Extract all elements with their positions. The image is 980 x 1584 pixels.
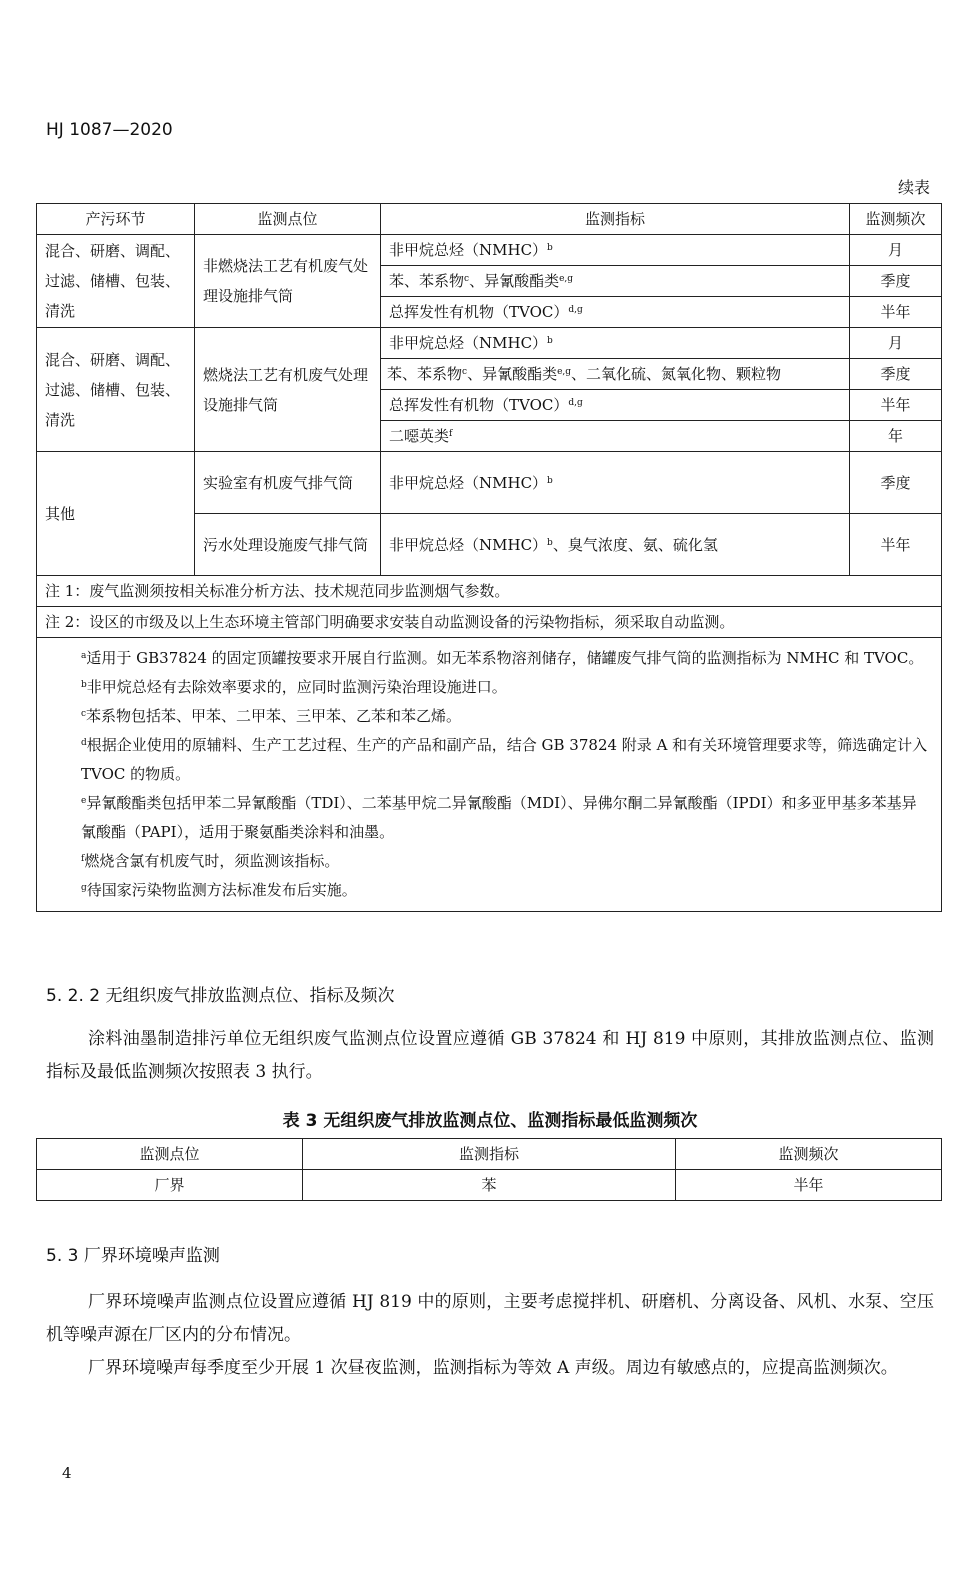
table-note-row <box>37 607 942 638</box>
frequency-cell: 季度 <box>850 359 942 390</box>
monitoring-point-cell: 燃烧法工艺有机废气处理设施排气筒 <box>195 328 381 452</box>
body-paragraph: 厂界环境噪声监测点位设置应遵循 HJ 819 中的原则，主要考虑搅拌机、研磨机、分离设备、风机、水泵、空压机等噪声源在厂区内的分布情况。 <box>46 1292 934 1345</box>
table-3 <box>36 1138 942 1201</box>
indicator-cell: 二噁英类$^f$ <box>381 421 850 452</box>
table-cell: 厂界 <box>37 1170 303 1201</box>
indicator-cell: 总挥发性有机物（TVOC）$^{d,g}$ <box>381 297 850 328</box>
footnote: $^a$适用于 GB37824 的固定顶罐按要求开展自行监测。如无苯系物溶剂储存，储罐废气排气筒的监测指标为 NMHC 和 TVOC。 <box>81 649 924 667</box>
column-header: 监测点位 <box>195 204 381 235</box>
frequency-cell: 月 <box>850 235 942 266</box>
footnotes-row <box>37 638 942 912</box>
monitoring-point-cell: 污水处理设施废气排气筒 <box>195 514 381 576</box>
table-row <box>37 452 942 514</box>
indicator-cell: 总挥发性有机物（TVOC）$^{d,g}$ <box>381 390 850 421</box>
body-paragraph: 厂界环境噪声每季度至少开展 1 次昼夜监测，监测指标为等效 A 声级。周边有敏感点的，应提高监测频次。 <box>88 1358 898 1378</box>
pollution-source-cell: 混合、研磨、调配、过滤、储槽、包装、清洗 <box>37 328 195 452</box>
continued-label: 续表 <box>897 178 930 197</box>
table-header-row <box>37 204 942 235</box>
column-header: 监测频次 <box>850 204 942 235</box>
footnote: $^d$根据企业使用的原辅料、生产工艺过程、生产的产品和副产品，结合 GB 37824 附录 A 和有关环境管理要求等，筛选确定计入 TVOC 的物质。 <box>81 736 928 783</box>
frequency-cell: 年 <box>850 421 942 452</box>
table-3-title: 表 3 无组织废气排放监测点位、监测指标最低监测频次 <box>282 1111 698 1131</box>
section-heading-5-3: 5. 3 厂界环境噪声监测 <box>46 1246 220 1266</box>
column-header: 产污环节 <box>37 204 195 235</box>
frequency-cell: 半年 <box>850 390 942 421</box>
footnotes-cell <box>37 638 942 912</box>
table-cell: 半年 <box>676 1170 942 1201</box>
table-row <box>37 235 942 266</box>
table-note: 注 2：设区的市级及以上生态环境主管部门明确要求安装自动监测设备的污染物指标，须采取自动监测。 <box>37 607 942 638</box>
column-header: 监测点位 <box>37 1139 303 1170</box>
table-note: 注 1：废气监测须按相关标准分析方法、技术规范同步监测烟气参数。 <box>37 576 942 607</box>
table-cell: 苯 <box>303 1170 676 1201</box>
indicator-cell: 苯、苯系物$^c$、异氰酸酯类$^{e,g}$ <box>381 266 850 297</box>
table-note-row <box>37 576 942 607</box>
monitoring-point-cell: 非燃烧法工艺有机废气处理设施排气筒 <box>195 235 381 328</box>
section-heading-5-2-2: 5. 2. 2 无组织废气排放监测点位、指标及频次 <box>46 986 395 1006</box>
column-header: 监测频次 <box>676 1139 942 1170</box>
footnote: $^g$待国家污染物监测方法标准发布后实施。 <box>81 881 357 899</box>
indicator-cell: 非甲烷总烃（NMHC）$^b$、臭气浓度、氨、硫化氢 <box>381 514 850 576</box>
frequency-cell: 半年 <box>850 297 942 328</box>
footnote: $^c$苯系物包括苯、甲苯、二甲苯、三甲苯、乙苯和苯乙烯。 <box>81 707 462 725</box>
column-header: 监测指标 <box>381 204 850 235</box>
frequency-cell: 月 <box>850 328 942 359</box>
indicator-cell: 非甲烷总烃（NMHC）$^b$ <box>381 452 850 514</box>
table-row <box>37 328 942 359</box>
footnote: $^e$异氰酸酯类包括甲苯二异氰酸酯（TDI）、二苯基甲烷二异氰酸酯（MDI）、异佛尔酮二异氰酸酯（IPDI）和多亚甲基多苯基异氰酸酯（PAPI），适用于聚氨酯类涂料和油墨。 <box>81 794 917 841</box>
monitoring-table-continued <box>36 203 942 912</box>
indicator-cell: 非甲烷总烃（NMHC）$^b$ <box>381 235 850 266</box>
column-header: 监测指标 <box>303 1139 676 1170</box>
page-number: 4 <box>62 1464 72 1482</box>
indicator-cell: 苯、苯系物$^c$、异氰酸酯类$^{e,g}$、二氧化硫、氮氧化物、颗粒物 <box>381 359 850 390</box>
monitoring-point-cell: 实验室有机废气排气筒 <box>195 452 381 514</box>
frequency-cell: 季度 <box>850 266 942 297</box>
footnote: $^b$非甲烷总烃有去除效率要求的，应同时监测污染治理设施进口。 <box>81 678 507 696</box>
indicator-cell: 非甲烷总烃（NMHC）$^b$ <box>381 328 850 359</box>
table-header-row <box>37 1139 942 1170</box>
footnote: $^f$燃烧含氯有机废气时，须监测该指标。 <box>81 852 340 870</box>
table-row <box>37 1170 942 1201</box>
body-paragraph: 涂料油墨制造排污单位无组织废气监测点位设置应遵循 GB 37824 和 HJ 819 中原则，其排放监测点位、监测指标及最低监测频次按照表 3 执行。 <box>46 1029 934 1082</box>
frequency-cell: 季度 <box>850 452 942 514</box>
frequency-cell: 半年 <box>850 514 942 576</box>
document-code: HJ 1087—2020 <box>46 120 173 140</box>
pollution-source-cell: 其他 <box>37 452 195 576</box>
pollution-source-cell: 混合、研磨、调配、过滤、储槽、包装、清洗 <box>37 235 195 328</box>
